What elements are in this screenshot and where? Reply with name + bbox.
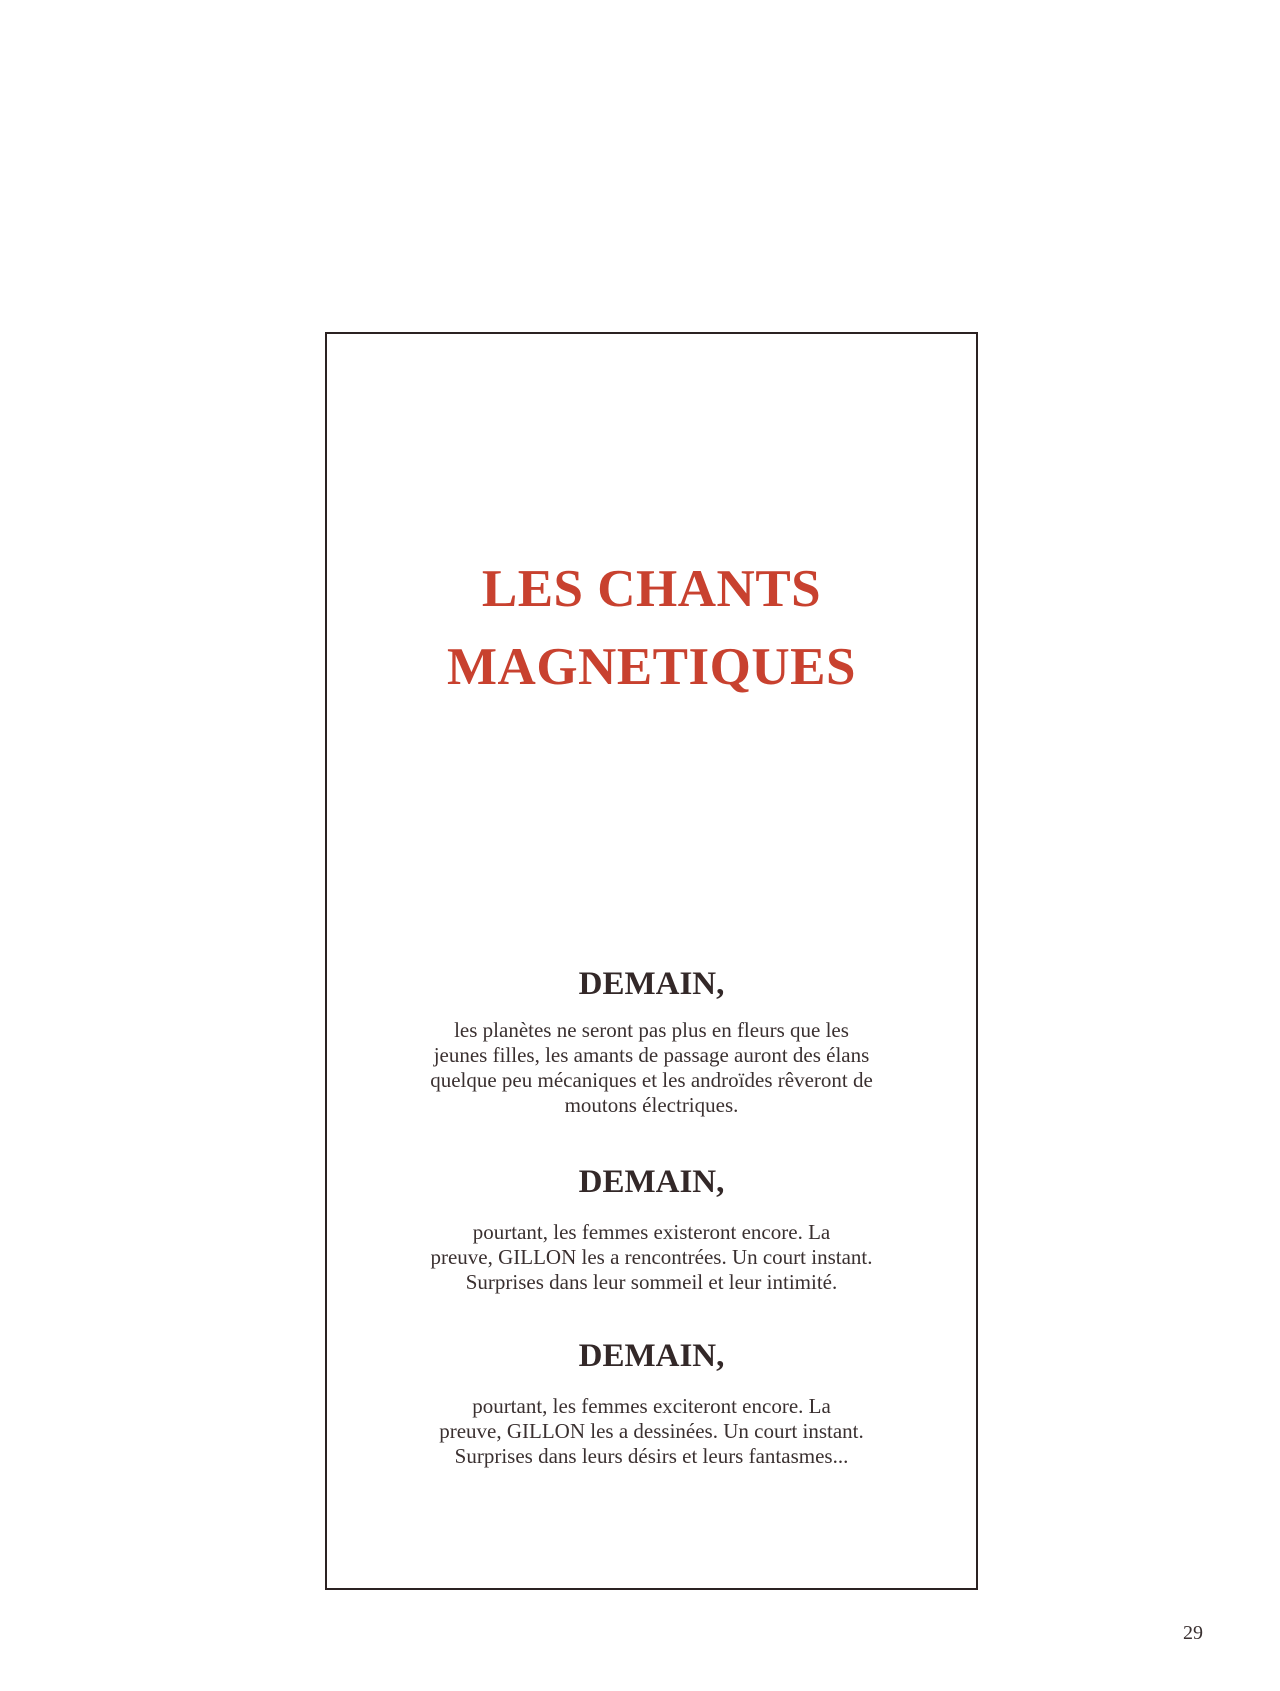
- section-2-heading: DEMAIN,: [578, 1164, 725, 1200]
- section-3-heading: DEMAIN,: [578, 1338, 725, 1374]
- section-2-line-2: preuve, GILLON les a rencontrées. Un court instant.: [430, 1245, 873, 1269]
- section-3-line-3: Surprises dans leurs désirs et leurs fantasmes...: [454, 1444, 849, 1468]
- section-1-line-2: jeunes filles, les amants de passage auront des élans: [433, 1043, 870, 1067]
- section-1-paragraph: [327, 1018, 976, 1118]
- section-3-line-1: pourtant, les femmes exciteront encore. La: [472, 1394, 831, 1418]
- title-line-2: MAGNETIQUES: [447, 637, 856, 696]
- text-frame: [325, 332, 978, 1590]
- section-1-line-1: les planètes ne seront pas plus en fleurs que les: [454, 1018, 849, 1042]
- section-2: [327, 1162, 976, 1295]
- section-2-line-3: Surprises dans leur sommeil et leur intimité.: [465, 1270, 838, 1294]
- section-3-paragraph: [327, 1394, 976, 1469]
- section-2-line-1: pourtant, les femmes existeront encore. La: [472, 1220, 831, 1244]
- section-3: [327, 1336, 976, 1469]
- title-line-1: LES CHANTS: [481, 559, 822, 618]
- section-3-line-2: preuve, GILLON les a dessinées. Un court instant.: [439, 1419, 864, 1443]
- section-2-paragraph: [327, 1220, 976, 1295]
- page-title: [327, 550, 976, 706]
- section-1-line-3: quelque peu mécaniques et les androïdes rêveront de: [430, 1068, 873, 1092]
- section-1: [327, 964, 976, 1118]
- section-1-heading: DEMAIN,: [578, 966, 725, 1002]
- page-number: 29: [1183, 1622, 1203, 1644]
- section-1-line-4: moutons électriques.: [564, 1093, 739, 1117]
